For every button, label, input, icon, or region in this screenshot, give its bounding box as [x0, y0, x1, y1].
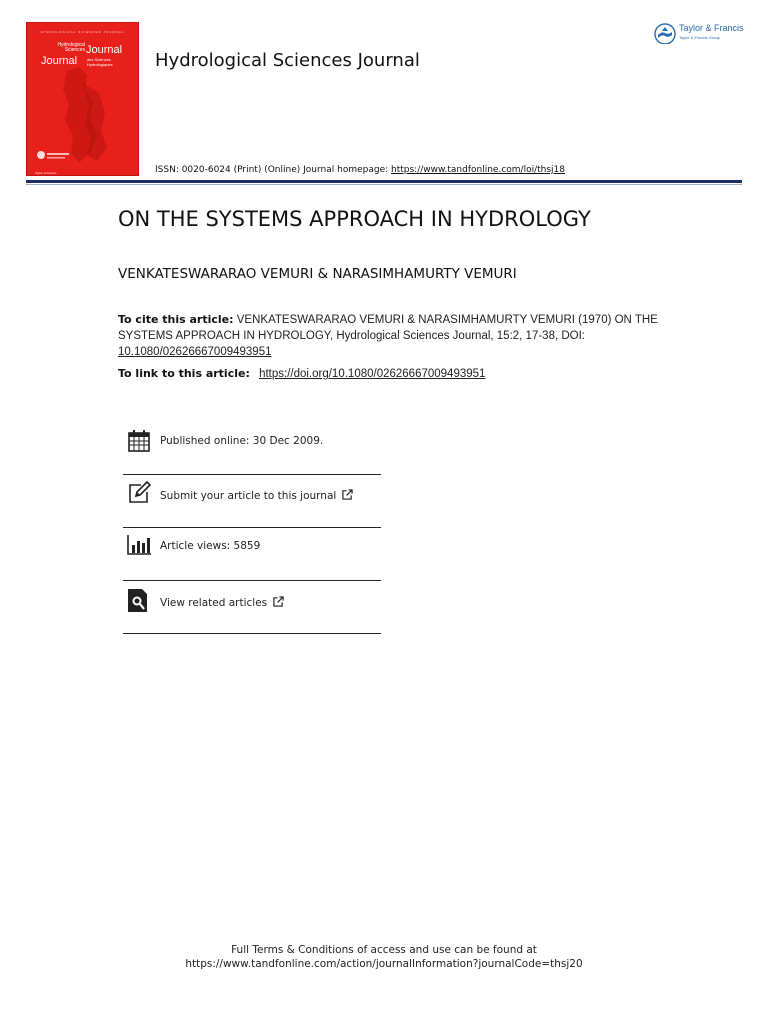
external-link-icon	[273, 596, 284, 607]
header-divider-thin	[26, 184, 742, 185]
cover-heading-small: Hydrological Sciences	[57, 42, 85, 53]
cover-series-text: HYDROLOGICAL SCIENCES JOURNAL	[40, 30, 125, 34]
cover-publisher: Taylor & Francis	[35, 171, 57, 175]
submit-article-text: Submit your article to this journal	[160, 490, 337, 502]
journal-title: Hydrological Sciences Journal	[155, 50, 420, 71]
external-link-icon	[342, 489, 353, 500]
published-online-row	[123, 422, 381, 475]
search-document-icon	[127, 588, 151, 612]
publisher-logo-name: Taylor & Francis	[679, 23, 744, 33]
citation-doi-link[interactable]: 10.1080/02626667009493951	[118, 346, 272, 358]
article-authors: VENKATESWARARAO VEMURI & NARASIMHAMURTY VEMURI	[118, 266, 517, 282]
taylor-francis-logo-icon	[654, 22, 676, 44]
calendar-icon	[127, 429, 151, 453]
related-articles-link[interactable]	[160, 596, 284, 609]
publisher-logo[interactable]	[654, 22, 746, 46]
issn-line	[155, 165, 565, 175]
article-doi-link[interactable]: https://doi.org/10.1080/02626667009493951	[259, 368, 486, 380]
submit-article-link[interactable]	[160, 489, 353, 502]
cover-word-journal-2: Journal	[41, 55, 78, 67]
issn-text: ISSN: 0020-6024 (Print) (Online) Journal homepage:	[155, 165, 391, 175]
related-articles-text: View related articles	[160, 597, 268, 609]
publisher-logo-group: Taylor & Francis Group	[679, 35, 720, 40]
submit-article-row[interactable]	[123, 475, 381, 528]
published-online-text: Published online: 30 Dec 2009.	[160, 435, 324, 447]
edit-icon	[127, 481, 151, 505]
bar-chart-icon	[127, 533, 151, 557]
citation-text: VENKATESWARARAO VEMURI & NARASIMHAMURTY VEMURI (1970) ON THE SYSTEMS APPROACH IN HYDROLOGY, Hydrological Sciences Journal, 15:2, 17-38, DOI:	[118, 314, 658, 342]
citation-block	[118, 312, 658, 360]
header-divider	[26, 180, 742, 183]
footer-terms	[0, 943, 768, 971]
footer-line-1: Full Terms & Conditions of access and use can be found at	[231, 944, 537, 956]
article-link-line	[118, 367, 485, 380]
journal-homepage-link[interactable]: https://www.tandfonline.com/loi/thsj18	[391, 165, 565, 175]
cover-subtitle-french: des Sciences Hydrologiques	[87, 57, 113, 67]
article-title: ON THE SYSTEMS APPROACH IN HYDROLOGY	[118, 207, 591, 231]
article-views-row	[123, 528, 381, 581]
article-link-label: To link to this article:	[118, 367, 250, 380]
citation-label: To cite this article:	[118, 313, 234, 326]
related-articles-row[interactable]	[123, 581, 381, 634]
article-views-text: Article views: 5859	[160, 540, 261, 552]
footer-terms-link[interactable]: https://www.tandfonline.com/action/journalInformation?journalCode=thsj20	[185, 958, 583, 970]
journal-cover-image	[26, 22, 139, 176]
cover-word-journal: Journal	[86, 44, 123, 56]
